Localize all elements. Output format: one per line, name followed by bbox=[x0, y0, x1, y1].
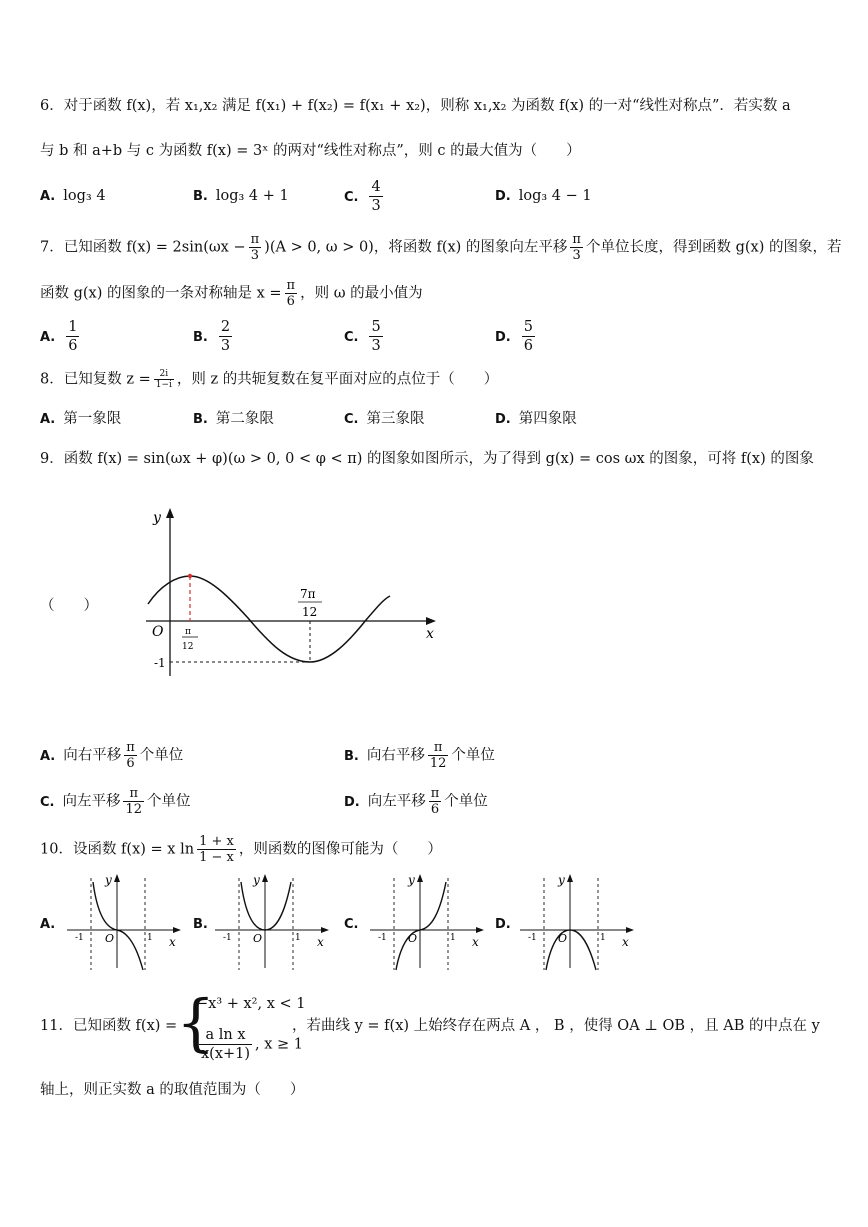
q10-graph-d bbox=[518, 872, 638, 972]
svg-text:-1: -1 bbox=[528, 933, 537, 943]
svg-text:y: y bbox=[105, 873, 112, 887]
q8-option-c: C. 第三象限 bbox=[344, 411, 425, 427]
y-axis-label: y bbox=[153, 510, 161, 526]
tick-pi-12-den: 12 bbox=[182, 642, 194, 652]
q6-line2: 与 b 和 a+b 与 c 为函数 f(x) = 3ˣ 的两对“线性对称点”，则 c 的最大值为（ ） bbox=[40, 143, 581, 159]
y-tick-neg-one: -1 bbox=[154, 656, 166, 670]
q10-graph-a bbox=[65, 872, 185, 972]
svg-text:1: 1 bbox=[600, 933, 606, 943]
tick-pi-12-num: π bbox=[185, 627, 191, 637]
q10-option-a-key: A. bbox=[40, 917, 56, 932]
origin-label: O bbox=[152, 624, 164, 640]
svg-text:-1: -1 bbox=[75, 933, 84, 943]
q8-line: 8．已知复数 z = $\frac{2i}{1-i}$ ，则 z 的共轭复数在复平面对应的点位于（ ） bbox=[40, 369, 499, 390]
svg-text:y: y bbox=[253, 873, 260, 887]
q11-piece-1: −x³ + x², x < 1 bbox=[196, 996, 306, 1012]
q9-option-c: C. 向左平移 $\frac{\pi}{12}$ 个单位 bbox=[40, 786, 191, 817]
q10-option-d-key: D. bbox=[495, 917, 511, 932]
q10-graph-c bbox=[368, 872, 488, 972]
q7-line1: 7．已知函数 f(x) = 2sin(ωx − $\frac{\pi}{3}$ )(A > 0, ω > 0)，将函数 f(x) 的图象向左平移 $\frac{\pi}{3}$ 个单位长度，得到函数 g(x) 的图象，若 bbox=[40, 232, 842, 263]
q8-option-d: D. 第四象限 bbox=[495, 411, 577, 427]
q6-option-d: D. log₃ 4 − 1 bbox=[495, 188, 592, 204]
q7-option-b: B. $\frac{2}{3}$ bbox=[193, 319, 231, 354]
q10-graph-b bbox=[213, 872, 333, 972]
q6-option-a: A. log₃ 4 bbox=[40, 188, 106, 204]
tick-7pi-12-num: 7π bbox=[300, 587, 316, 601]
svg-text:O: O bbox=[408, 932, 418, 945]
svg-text:x: x bbox=[317, 935, 324, 949]
q7-option-d: D. $\frac{5}{6}$ bbox=[495, 319, 533, 354]
q9-option-a: A. 向右平移 $\frac{\pi}{6}$ 个单位 bbox=[40, 740, 184, 771]
q9-line1: 9．函数 f(x) = sin(ωx + φ)(ω > 0, 0 < φ < π) 的图象如图所示，为了得到 g(x) = cos ωx 的图象，可将 f(x) 的图象 bbox=[40, 451, 814, 467]
q11-prefix: 11．已知函数 f(x) = bbox=[40, 1018, 178, 1034]
q6-option-b: B. log₃ 4 + 1 bbox=[193, 188, 289, 204]
svg-text:O: O bbox=[105, 932, 115, 945]
q7-option-c: C. $\frac{5}{3}$ bbox=[344, 319, 381, 354]
q8-option-b: B. 第二象限 bbox=[193, 411, 274, 427]
q9-option-b: B. 向右平移 $\frac{\pi}{12}$ 个单位 bbox=[344, 740, 495, 771]
svg-text:x: x bbox=[472, 935, 479, 949]
q7-line2: 函数 g(x) 的图象的一条对称轴是 x = $\frac{\pi}{6}$ ，则 ω 的最小值为 bbox=[40, 278, 423, 309]
svg-text:-1: -1 bbox=[223, 933, 232, 943]
svg-text:1: 1 bbox=[295, 933, 301, 943]
q11-line1-rest: ，若曲线 y = f(x) 上始终存在两点 A ， B ，使得 OA ⊥ OB ，且 AB 的中点在 y bbox=[292, 1018, 820, 1034]
x-axis-label: x bbox=[426, 626, 434, 642]
q10-line: 10．设函数 f(x) = x ln $\frac{1 + x}{1 - x}$ ，则函数的图像可能为（ ） bbox=[40, 834, 442, 865]
q11-piece-2: $\frac{\text{a ln x}}{x(x+1)}$ , x ≥ 1 bbox=[201, 1027, 304, 1062]
svg-text:-1: -1 bbox=[378, 933, 387, 943]
svg-text:y: y bbox=[558, 873, 565, 887]
q11-piecewise-brace: { bbox=[176, 986, 216, 1059]
q9-answer-paren: （ ） bbox=[40, 598, 98, 614]
svg-text:O: O bbox=[253, 932, 263, 945]
svg-text:x: x bbox=[622, 935, 629, 949]
q10-option-b-key: B. bbox=[193, 917, 208, 932]
svg-text:1: 1 bbox=[450, 933, 456, 943]
q9-sine-graph bbox=[140, 500, 440, 690]
q6-option-c: C. $\frac{4}{3}$ bbox=[344, 179, 381, 214]
q9-option-d: D. 向左平移 $\frac{\pi}{6}$ 个单位 bbox=[344, 786, 488, 817]
q6-line1: 6．对于函数 f(x)，若 x₁,x₂ 满足 f(x₁) + f(x₂) = f(x₁ + x₂)，则称 x₁,x₂ 为函数 f(x) 的一对“线性对称点”．若实数 a bbox=[40, 98, 791, 114]
svg-text:O: O bbox=[558, 932, 568, 945]
svg-text:1: 1 bbox=[147, 933, 153, 943]
q11-line2: 轴上，则正实数 a 的取值范围为（ ） bbox=[40, 1082, 305, 1098]
tick-7pi-12-den: 12 bbox=[302, 605, 318, 619]
svg-text:y: y bbox=[408, 873, 415, 887]
svg-text:x: x bbox=[169, 935, 176, 949]
q10-option-c-key: C. bbox=[344, 917, 359, 932]
q7-option-a: A. $\frac{1}{6}$ bbox=[40, 319, 78, 354]
q8-option-a: A. 第一象限 bbox=[40, 411, 122, 427]
